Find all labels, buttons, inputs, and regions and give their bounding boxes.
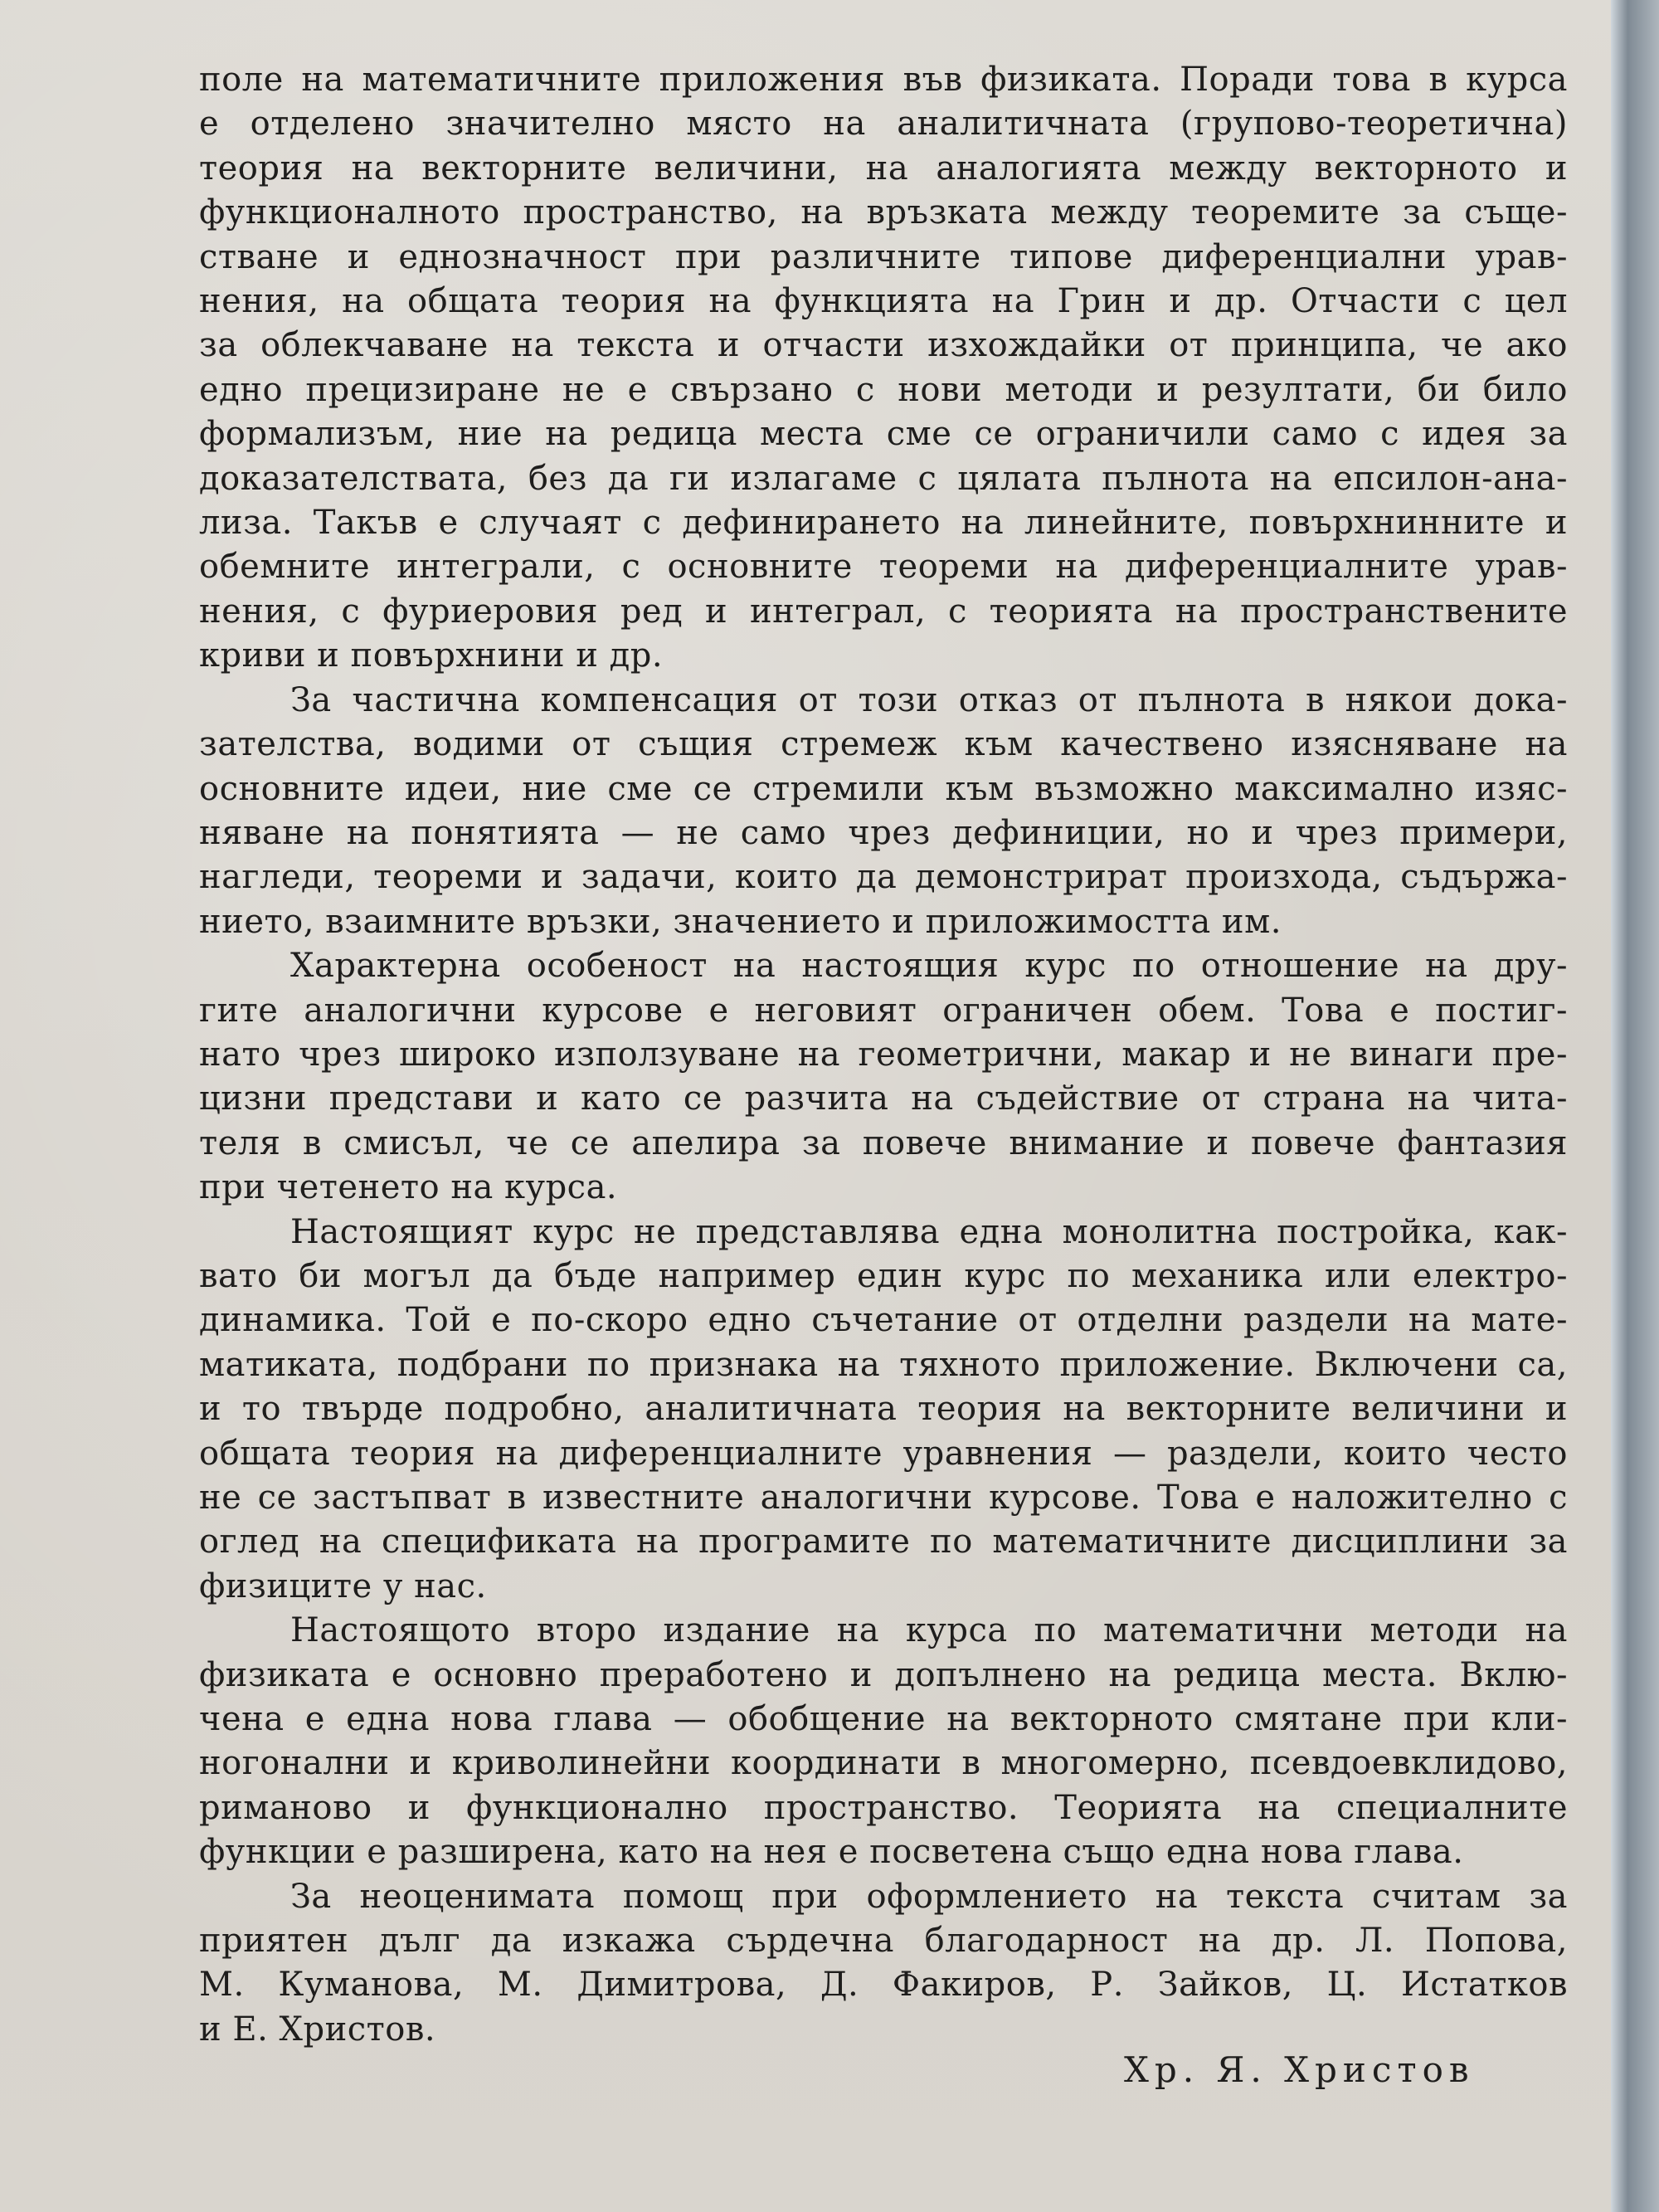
text-line: риманово и функционално пространство. Теорията на специалните <box>199 1788 1568 1827</box>
text-line: нато чрез широко използуване на геометрични, макар и не винаги пре- <box>199 1035 1568 1074</box>
text-line: е отделено значително място на аналитичната (групово-теоретична) <box>199 105 1568 144</box>
text-line: основните идеи, ние сме се стремили към възможно максимално изяс- <box>199 769 1568 808</box>
text-line: Настоящият курс не представлява една монолитна постройка, как- <box>290 1212 1568 1251</box>
text-line: за облекчаване на текста и отчасти изхождайки от принципа, че ако <box>199 326 1568 365</box>
text-line: обемните интеграли, с основните теореми на диференциалните урав- <box>199 548 1568 587</box>
paragraph-1 <box>199 58 1568 679</box>
text-line: цизни представи и като се разчита на съдействие от страна на чита- <box>199 1079 1568 1118</box>
paragraph-5 <box>199 1609 1568 1874</box>
text-line: физиката е основно преработено и допълнено на редица места. Вклю- <box>199 1655 1568 1694</box>
text-line: Настоящото второ издание на курса по математични методи на <box>290 1611 1568 1650</box>
paragraph-4 <box>199 1211 1568 1610</box>
author-signature: Хр. Я. Христов <box>1124 2049 1475 2090</box>
text-line: вато би могъл да бъде например един курс по механика или електро- <box>199 1256 1568 1295</box>
text-line: няване на понятията — не само чрез дефиниции, но и чрез примери, <box>199 813 1568 852</box>
text-line: М. Куманова, М. Димитрова, Д. Факиров, Р. Зайков, Ц. Истатков <box>199 1966 1568 2005</box>
text-line: формализъм, ние на редица места сме се ограничили само с идея за <box>199 415 1568 454</box>
text-line: не се застъпват в известните аналогични курсове. Това е наложително с <box>199 1479 1568 1517</box>
text-line: функционалното пространство, на връзката между теоремите за съще- <box>199 193 1568 232</box>
text-line: чена е една нова глава — обобщение на векторното смятане при кли- <box>199 1700 1568 1739</box>
text-line: динамика. Той е по-скоро едно съчетание от отделни раздели на мате- <box>199 1301 1568 1340</box>
text-line: теория на векторните величини, на аналогията между векторното и <box>199 149 1568 188</box>
text-line: нагледи, теореми и задачи, които да демонстрират произхода, съдържа- <box>199 858 1568 897</box>
text-line: стване и еднозначност при различните типове диференциални урав- <box>199 237 1568 276</box>
text-line: За неоценимата помощ при оформлението на текста считам за <box>290 1877 1568 1916</box>
text-line: Характерна особеност на настоящия курс по отношение на дру- <box>290 947 1568 986</box>
text-line: доказателствата, без да ги излагаме с цялата пълнота на епсилон-ана- <box>199 459 1568 498</box>
text-line: лиза. Такъв е случаят с дефинирането на линейните, повърхнинните и <box>199 504 1568 543</box>
text-line: физиците у нас. <box>199 1566 487 1605</box>
text-line: поле на математичните приложения във физиката. Поради това в курса <box>199 61 1568 99</box>
text-line: гите аналогични курсове е неговият ограничен обем. Това е постиг- <box>199 991 1568 1030</box>
text-line: нения, на общата теория на функцията на Грин и др. Отчасти с цел <box>199 282 1568 321</box>
text-line: при четенето на курса. <box>199 1168 618 1207</box>
text-line: матиката, подбрани по признака на тяхното приложение. Включени са, <box>199 1345 1568 1384</box>
text-line: общата теория на диференциалните уравнения — раздели, които често <box>199 1434 1568 1473</box>
text-line: зателства, водими от същия стремеж към качествено изясняване на <box>199 725 1568 764</box>
text-line: и Е. Христов. <box>199 2010 436 2049</box>
book-edge <box>1611 0 1659 2212</box>
paragraph-6 <box>199 1875 1568 2053</box>
text-line: едно прецизиране не е свързано с нови методи и резултати, би било <box>199 370 1568 409</box>
text-line: нения, с фуриеровия ред и интеграл, с теорията на пространствените <box>199 592 1568 631</box>
body-text <box>199 58 1568 2052</box>
text-line: За частична компенсация от този отказ от пълнота в някои дока- <box>290 680 1568 719</box>
text-line: и то твърде подробно, аналитичната теория на векторните величини и <box>199 1390 1568 1429</box>
text-line: оглед на спецификата на програмите по математичните дисциплини за <box>199 1523 1568 1562</box>
paragraph-2 <box>199 679 1568 944</box>
text-line: нието, взаимните връзки, значението и приложимостта им. <box>199 902 1282 941</box>
text-line: приятен дълг да изкажа сърдечна благодарност на др. Л. Попова, <box>199 1922 1568 1961</box>
text-line: ногонални и криволинейни координати в многомерно, псевдоевклидово, <box>199 1744 1568 1783</box>
text-line: функции е разширена, като на нея е посветена също една нова глава. <box>199 1833 1464 1872</box>
text-line: теля в смисъл, че се апелира за повече внимание и повече фантазия <box>199 1123 1568 1162</box>
text-line: криви и повърхнини и др. <box>199 636 664 675</box>
paragraph-3 <box>199 944 1568 1210</box>
